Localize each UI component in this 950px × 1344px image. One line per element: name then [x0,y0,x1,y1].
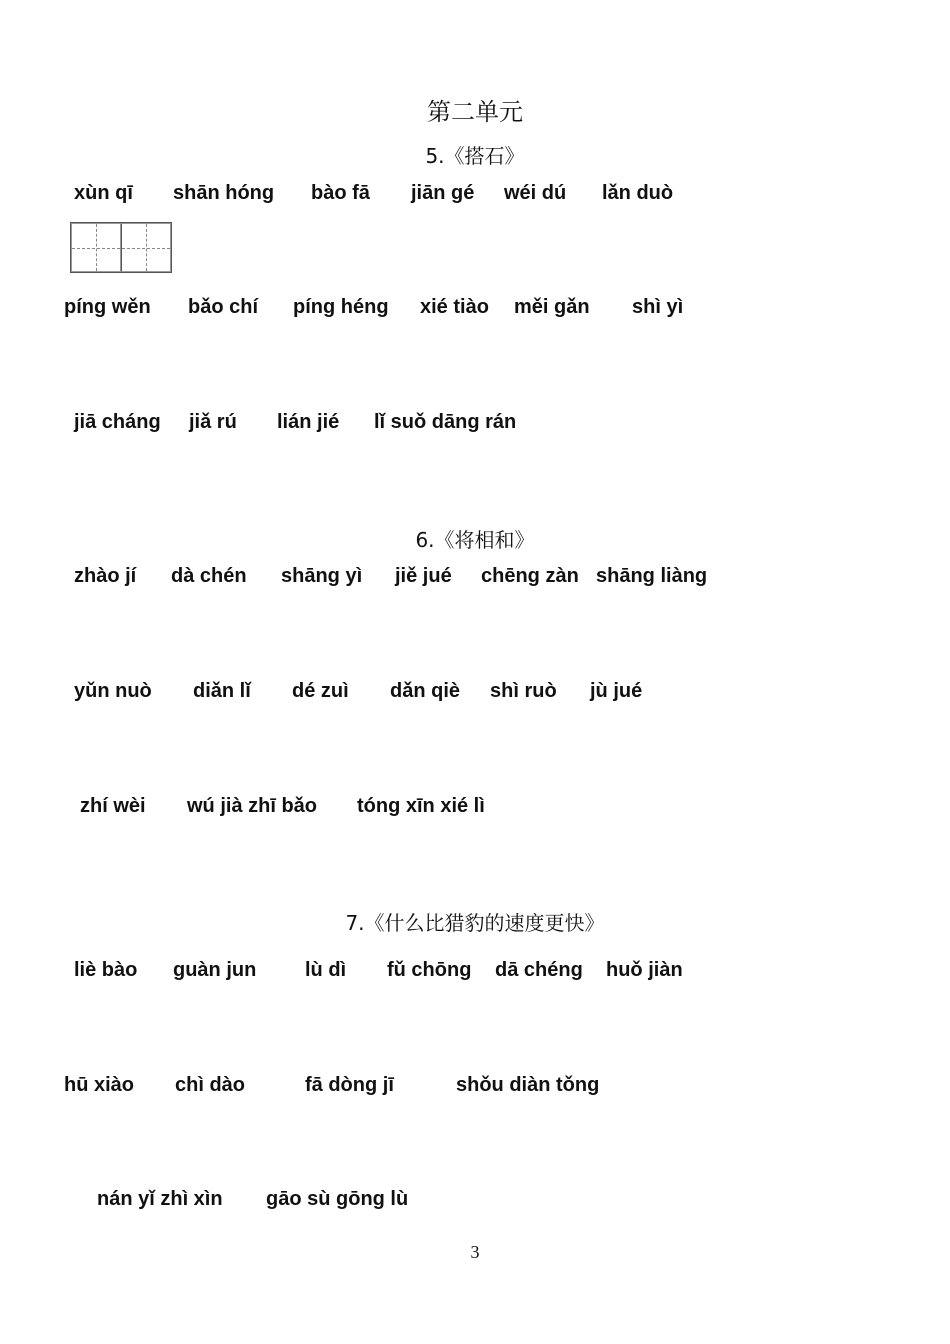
pinyin-word: fā dòng jī [305,1074,394,1096]
pinyin-word: zhí wèi [80,795,146,817]
pinyin-word: jiān gé [411,182,475,204]
pinyin-word: diǎn lǐ [193,680,251,702]
pinyin-word: shāng yì [281,565,363,587]
pinyin-word: xùn qī [74,182,133,204]
pinyin-word: bǎo chí [188,296,259,318]
pinyin-word: chì dào [175,1074,246,1096]
pinyin-word: dā chéng [495,959,583,981]
pinyin-word: lù dì [305,959,347,981]
pinyin-word: lǎn duò [602,182,674,204]
pinyin-word: tóng xīn xié lì [357,795,485,817]
pinyin-word: shì yì [632,296,684,318]
pinyin-word: xié tiào [420,296,489,318]
lesson-title-6: 6.《将相和》 [415,528,535,552]
pinyin-word: dà chén [171,565,247,587]
unit-title: 第二单元 [427,98,523,126]
pinyin-word: dǎn qiè [390,680,461,702]
pinyin-word: jiā cháng [74,411,161,433]
pinyin-word: jiǎ rú [189,411,237,433]
pinyin-word: shì ruò [490,680,557,702]
writing-grid [70,222,172,273]
writing-cell [71,223,121,272]
pinyin-word: píng héng [293,296,389,318]
pinyin-word: fǔ chōng [387,959,472,981]
pinyin-word: píng wěn [64,296,151,318]
page-number: 3 [470,1242,480,1262]
pinyin-word: jù jué [590,680,643,702]
pinyin-word: chēng zàn [481,565,579,587]
lesson-title-7: 7.《什么比猎豹的速度更快》 [345,911,605,935]
pinyin-word: lián jié [277,411,340,433]
lesson-title-5: 5.《搭石》 [425,144,525,168]
pinyin-word: liè bào [74,959,138,981]
pinyin-word: zhào jí [74,565,137,587]
pinyin-word: lǐ suǒ dāng rán [374,411,517,433]
pinyin-word: jiě jué [395,565,452,587]
pinyin-word: yǔn nuò [74,680,152,702]
pinyin-word: huǒ jiàn [606,959,683,981]
pinyin-word: hū xiào [64,1074,135,1096]
pinyin-word: wú jià zhī bǎo [187,795,318,817]
pinyin-word: nán yǐ zhì xìn [97,1188,223,1210]
pinyin-word: bào fā [311,182,370,204]
pinyin-word: gāo sù gōng lù [266,1188,409,1210]
pinyin-word: dé zuì [292,680,349,702]
writing-cell [121,223,171,272]
pinyin-word: shǒu diàn tǒng [456,1074,600,1096]
pinyin-word: guàn jun [173,959,257,981]
pinyin-word: shāng liàng [596,565,708,587]
pinyin-word: wéi dú [504,182,567,204]
pinyin-word: měi gǎn [514,296,590,318]
pinyin-word: shān hóng [173,182,275,204]
